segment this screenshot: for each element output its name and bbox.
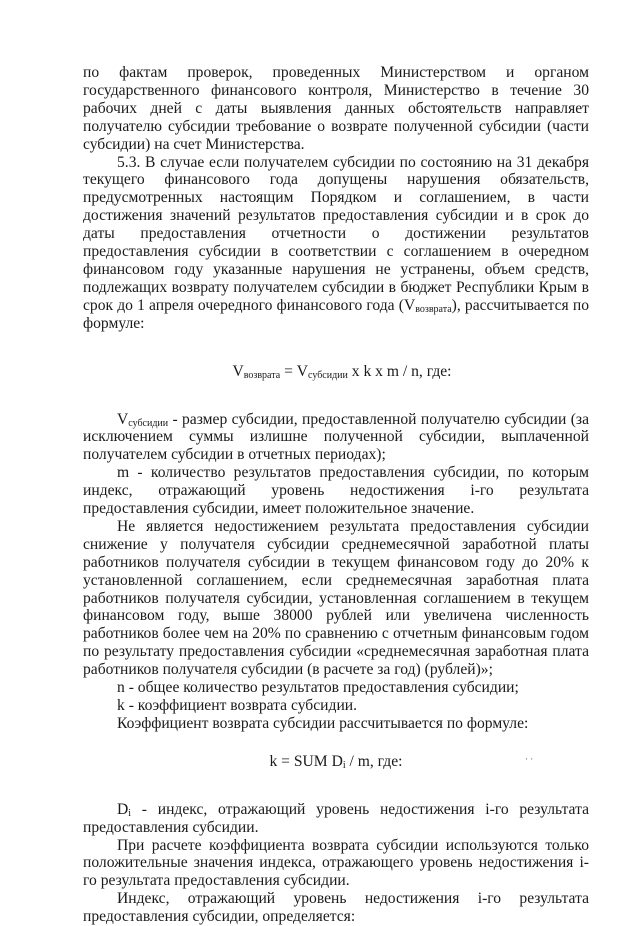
subscript-vozvrata: возврата [415,303,452,315]
definition-v-var: V [117,410,129,428]
formula2-text: k = SUM D [269,752,343,770]
paragraph-positive-values: При расчете коэффициента возврата субсидии используются только положительные значения индекса, отражающего уровень недостижения i-го результата предоставления субсидии. [83,836,589,890]
formula1-eq: = V [280,362,309,380]
definition-m: m - количество результатов предоставления субсидии, по которым индекс, отражающий уровень недостижения i-го результата предоставления субсидии, имеет положительное значение. [83,464,589,518]
paragraph-coefficient-intro: Коэффициент возврата субсидии рассчитывается по формуле: [117,714,529,732]
definition-k: k - коэффициент возврата субсидии. [117,697,358,714]
definition-v-text: - размер субсидии, предоставленной получателю субсидии (за исключением суммы излишне полученной субсидии, выплаченной получателем субсидии в отчетных периодах); [83,410,589,464]
formula1-lhs: V [232,362,244,380]
definition-n: n - общее количество результатов предоставления субсидии; [117,679,519,697]
definition-d-i [83,801,589,837]
formula-coefficient [83,753,589,771]
stray-marks: · · [525,754,534,764]
definition-d-text: - индекс, отражающий уровень недостижения i-го результата предоставления субсидии. [83,800,589,836]
paragraph-not-underachievement: Не является недостижением результата предоставления субсидии снижение у получателя субсидии среднемесячной заработной платы работников получателя субсидии в текущем финансовом году до 20% к установленной соглашением, если среднемесячная заработная плата работников получателя субсидии, установленная соглашением в текущем финансовом году, выше 38000 рублей или увеличена численность работников более чем на 20% по сравнению с отчетным финансовым годом по результату предоставления субсидии «среднемесячная заработная плата работников получателя субсидии (в расчете за год) (рублей)»; [83,517,589,679]
formula1-lhs-sub: возврата [243,369,281,381]
paragraph-5-3-tail: ), рассчитывается по формуле: [83,296,590,332]
definition-v-sub: субсидии [128,417,169,429]
formula2-sub: i [342,759,346,771]
paragraph-5-3 [83,154,589,333]
paragraph-5-3-text: 5.3. В случае если получателем субсидии по состоянию на 31 декабря текущего финансового года допущены нарушения обязательств, предусмотренных настоящим Порядком и соглашением, в части достижения значений результатов предоставления субсидии и в срок до даты предоставления отчетности о достижении результатов предоставления субсидии в соответствии с соглашением в очередном финансовом году указанные нарушения не устранены, объем средств, подлежащих возврату получателем субсидии в бюджет Республики Крым в срок до 1 апреля очередного финансового года (V [83,153,589,314]
formula-return-volume [83,363,589,381]
paragraph-penalty-notice: по фактам проверок, проведенных Министерством и органом государственного финансового контроля, Министерство в течение 30 рабочих дней с даты выявления данных обстоятельств направляет получателю субсидии требование о возврате полученной субсидии (части субсидии) на счет Министерства. [83,64,589,153]
formula1-rhs-sub: субсидии [308,369,348,381]
paragraph-index-determined: Индекс, отражающий уровень недостижения i-го результата предоставления субсидии, определяется: [83,890,589,926]
formula1-rest: x k x m / n, где: [347,362,452,380]
definition-d-sub: i [128,807,132,819]
formula2-rest: / m, где: [345,752,403,770]
definition-v-subsidii [83,411,589,465]
definition-d-var: D [117,800,129,818]
